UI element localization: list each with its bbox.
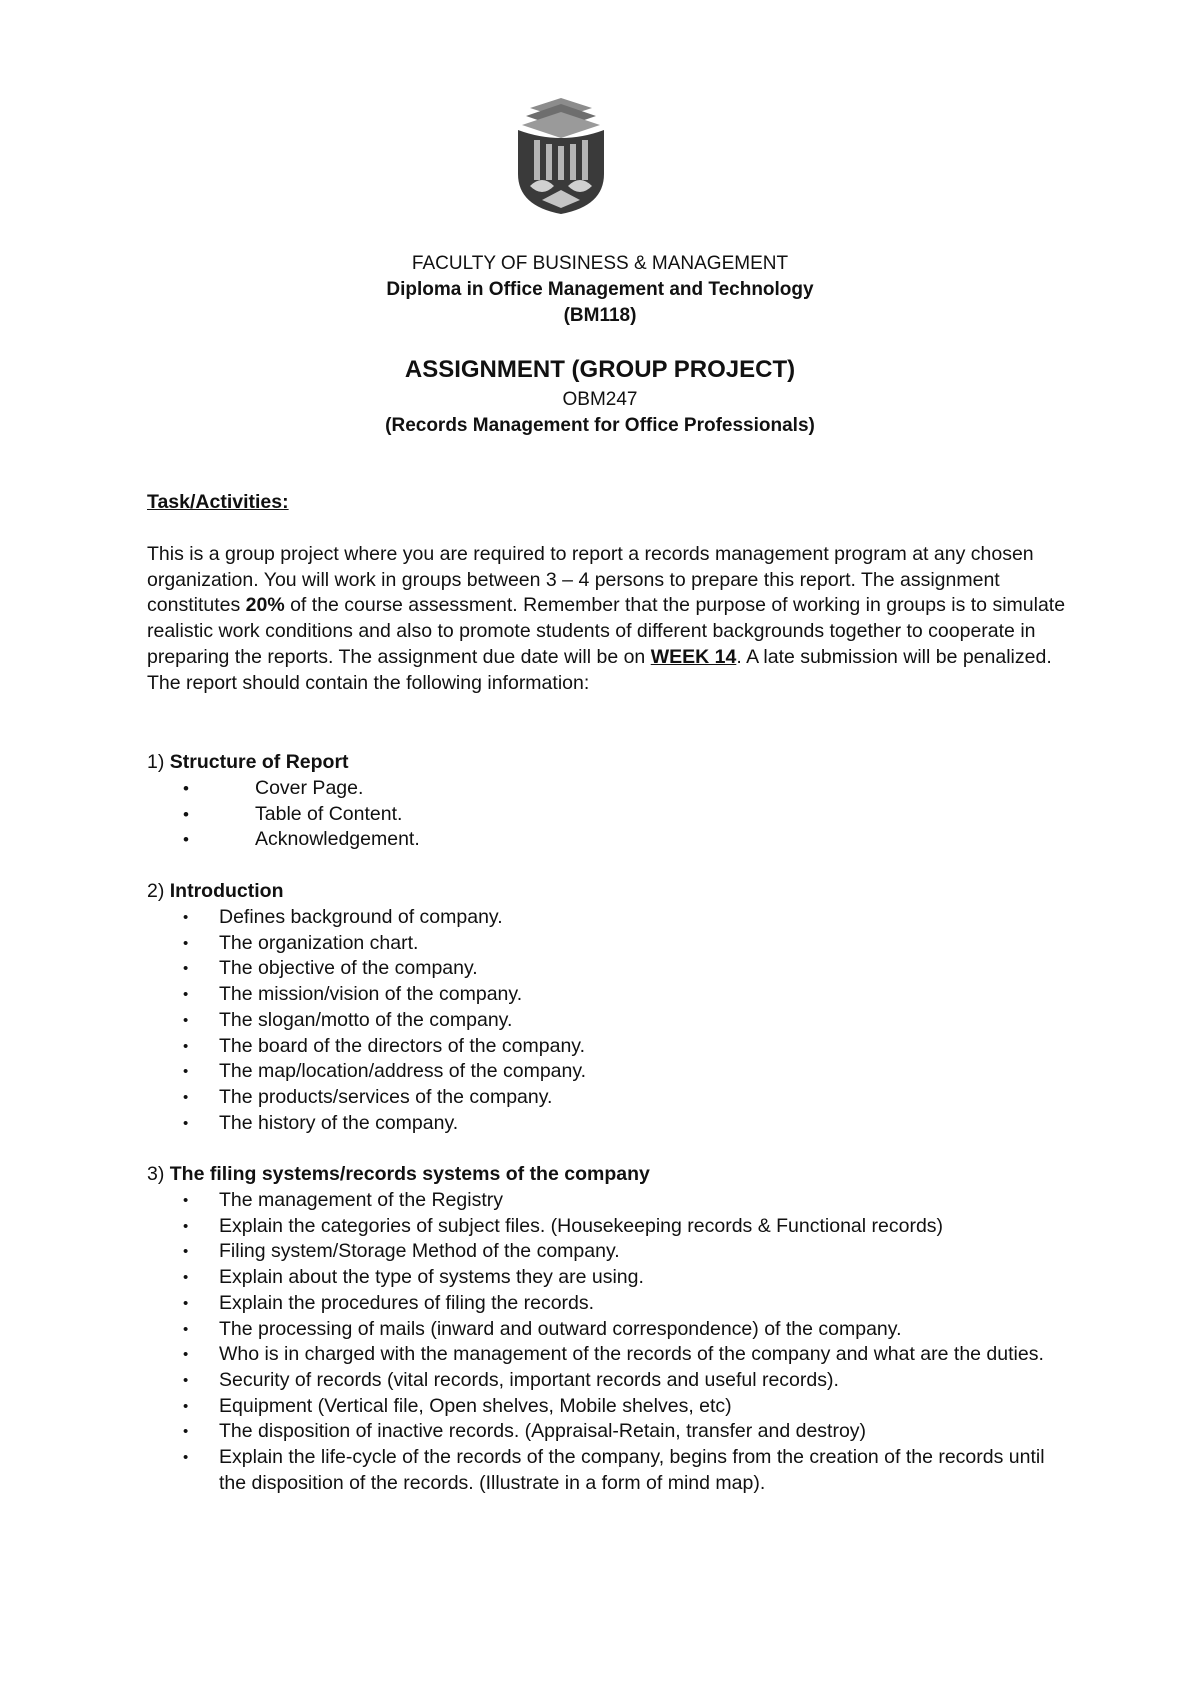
list-item-text: The organization chart. (219, 931, 419, 954)
list-item (147, 1214, 1067, 1240)
list-item-text: Explain about the type of systems they are using. (219, 1266, 644, 1289)
bullet-icon: • (183, 1294, 189, 1312)
list-item-text: The products/services of the company. (219, 1085, 553, 1108)
assignment-title: ASSIGNMENT (GROUP PROJECT) (404, 356, 796, 383)
list-item-text: Explain the categories of subject files. (Housekeeping records & Functional records) (219, 1214, 944, 1237)
bullet-icon: • (183, 934, 189, 952)
list-item-text: The map/location/address of the company. (219, 1060, 587, 1083)
list-item (147, 802, 1047, 828)
list-item-text: The processing of mails (inward and outward correspondence) of the company. (219, 1317, 902, 1340)
bullet-icon: • (183, 1088, 189, 1106)
list-item (147, 1008, 1067, 1034)
list-item-text: Defines background of company. (219, 906, 503, 928)
section-title: Introduction (169, 880, 284, 902)
course-code: OBM247 (562, 389, 638, 410)
bullet-icon: • (183, 960, 189, 978)
list-item-text: Explain the life-cycle of the records of the company, begins from the creation of the records until the disposition of the records. (Illustrate in a form of mind map). (219, 1446, 1045, 1494)
list-item (147, 1239, 1067, 1265)
list-item (147, 1085, 1067, 1111)
percent-value: 20% (245, 594, 285, 617)
bullet-icon: • (183, 1346, 189, 1364)
list-item (147, 1317, 1067, 1343)
list-item (147, 776, 1047, 802)
section-title: The filing systems/records systems of the company (169, 1163, 650, 1185)
list-item (147, 1394, 1067, 1420)
list-item-text: Who is in charged with the management of the records of the company and what are the duties. (219, 1343, 1044, 1366)
section-number: 1) (147, 751, 170, 773)
list-item-text: Equipment (Vertical file, Open shelves, Mobile shelves, etc) (219, 1394, 732, 1417)
section-2-list (147, 905, 1067, 1136)
list-item-text: Security of records (vital records, important records and useful records). (219, 1368, 839, 1391)
bullet-icon: • (183, 1320, 189, 1338)
bullet-icon: • (183, 1423, 189, 1441)
bullet-icon: • (183, 909, 189, 926)
bullet-icon: • (183, 779, 189, 798)
bullet-icon: • (183, 1011, 189, 1029)
list-item-text: Acknowledgement. (255, 828, 420, 851)
list-item (147, 1059, 1067, 1085)
course-title: (Records Management for Office Professionals) (385, 415, 815, 436)
list-item (147, 1111, 1067, 1137)
list-item-text: The slogan/motto of the company. (219, 1008, 513, 1031)
section-number: 2) (147, 880, 170, 902)
list-item-text: The objective of the company. (219, 957, 478, 980)
diploma-heading: Diploma in Office Management and Technology (386, 279, 814, 300)
bullet-icon: • (183, 1449, 189, 1467)
list-item (147, 1265, 1067, 1291)
bullet-icon: • (183, 1192, 189, 1209)
list-item-text: The disposition of inactive records. (Appraisal-Retain, transfer and destroy) (219, 1420, 867, 1443)
list-item-text: The management of the Registry (219, 1189, 503, 1211)
list-item-text: The board of the directors of the company. (219, 1034, 586, 1057)
list-item (147, 982, 1067, 1008)
list-item (147, 827, 1047, 853)
section-title: Structure of Report (169, 751, 349, 773)
bullet-icon: • (183, 1037, 189, 1055)
university-logo (512, 94, 610, 216)
task-heading: Task/Activities: (147, 491, 289, 513)
list-item (147, 1291, 1067, 1317)
bullet-icon: • (183, 1063, 189, 1081)
bullet-icon: • (183, 1114, 189, 1132)
list-item-text: Filing system/Storage Method of the company. (219, 1240, 620, 1263)
para-part-1: This is a group project where you are required to report a records management program at any chosen organization. You will work in groups between 3 – 4 persons to prepare this report. The assignment constitutes (147, 543, 1034, 617)
list-item-text: The history of the company. (219, 1111, 459, 1134)
bullet-icon: • (183, 1397, 189, 1415)
list-item (147, 956, 1067, 982)
due-date: WEEK 14 (650, 645, 737, 668)
bullet-icon: • (183, 830, 189, 850)
para-part-2: of the course assessment. Remember that the purpose of working in groups is to simulate realistic work conditions and also to promote students of different backgrounds together to cooperate in preparing the reports. The assignment due date will be on (147, 594, 1066, 668)
bullet-icon: • (183, 804, 189, 824)
list-item-text: Table of Content. (255, 802, 403, 825)
para-part-3: . A late submission will be penalized. The report should contain the following information: (147, 645, 1052, 694)
list-item-text: The mission/vision of the company. (219, 983, 523, 1006)
list-item-text: Cover Page. (255, 777, 364, 799)
list-item (147, 1419, 1067, 1445)
section-3-list (147, 1188, 1067, 1496)
section-2-heading (147, 879, 284, 905)
list-item (147, 905, 1067, 931)
section-number: 3) (147, 1163, 170, 1185)
task-paragraph (147, 542, 1077, 696)
faculty-heading: FACULTY OF BUSINESS & MANAGEMENT (411, 253, 789, 274)
list-item-text: Explain the procedures of filing the records. (219, 1291, 595, 1314)
list-item (147, 1368, 1067, 1394)
list-item (147, 1188, 1067, 1214)
list-item (147, 931, 1067, 957)
list-item (147, 1034, 1067, 1060)
bullet-icon: • (183, 1371, 189, 1389)
bullet-icon: • (183, 1217, 189, 1235)
section-3-heading (147, 1162, 650, 1188)
section-1-list (147, 776, 1047, 853)
bullet-icon: • (183, 1269, 189, 1287)
bullet-icon: • (183, 1243, 189, 1261)
program-code: (BM118) (563, 305, 637, 326)
list-item (147, 1342, 1067, 1368)
bullet-icon: • (183, 986, 189, 1004)
list-item (147, 1445, 1067, 1496)
section-1-heading (147, 750, 349, 776)
